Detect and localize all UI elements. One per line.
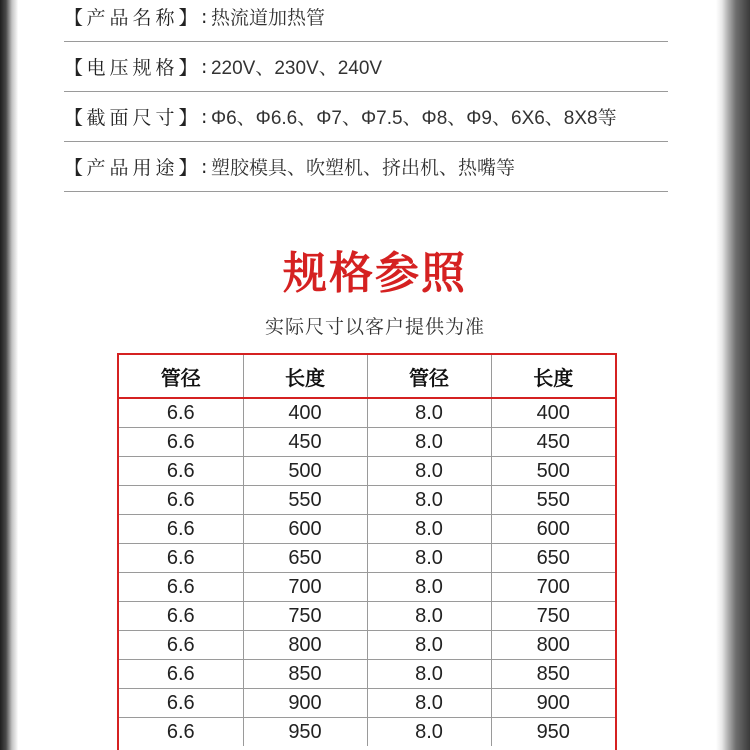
spec-label-text: 截面尺寸 <box>86 107 179 129</box>
table-row <box>119 573 615 602</box>
cell-diameter: 8.0 <box>367 631 491 660</box>
section-title: 规格参照 <box>283 248 467 299</box>
cell-length: 800 <box>491 631 615 660</box>
cell-diameter: 8.0 <box>367 457 491 486</box>
bracket-open: 【 <box>64 157 87 179</box>
table-row <box>119 602 615 631</box>
cell-length: 650 <box>243 544 367 573</box>
cell-length: 700 <box>491 573 615 602</box>
cell-length: 950 <box>243 718 367 747</box>
table-body <box>119 398 615 746</box>
cell-diameter: 6.6 <box>166 401 195 424</box>
table-row <box>119 457 615 486</box>
cell-length: 450 <box>243 428 367 457</box>
cell-length: 550 <box>491 486 615 515</box>
cell-length: 850 <box>491 660 615 689</box>
spec-row-product-name <box>64 0 668 42</box>
left-edge-shadow <box>0 0 18 750</box>
bracket-open: 【 <box>64 107 87 129</box>
cell-diameter: 6.6 <box>119 544 243 573</box>
header-diameter: 管径 <box>367 355 491 398</box>
cell-length: 500 <box>491 457 615 486</box>
spec-label <box>64 103 211 130</box>
bracket-close: 】 <box>178 7 202 29</box>
cell-length: 650 <box>491 544 615 573</box>
bracket-open: 【 <box>64 7 87 29</box>
cell-diameter: 6.6 <box>119 718 243 747</box>
spec-label-text: 产品名称 <box>86 7 179 29</box>
cell-diameter: 8.0 <box>367 573 491 602</box>
colon: : <box>201 55 211 78</box>
table-row <box>119 689 615 718</box>
right-edge-shadow <box>716 0 750 750</box>
spec-value: 热流道加热管 <box>210 8 325 29</box>
cell-length: 850 <box>243 660 367 689</box>
section-subtitle: 实际尺寸以客户提供为准 <box>264 316 485 338</box>
cell-diameter: 6.6 <box>119 457 243 486</box>
cell-diameter: 8.0 <box>367 544 491 573</box>
cell-diameter: 6.6 <box>119 689 243 718</box>
bracket-close: 】 <box>178 57 202 79</box>
header-length: 长度 <box>491 355 615 398</box>
spec-row-voltage <box>64 42 668 92</box>
cell-length: 600 <box>243 515 367 544</box>
cell-diameter: 6.6 <box>119 660 243 689</box>
table-row <box>119 398 615 428</box>
table-row <box>119 631 615 660</box>
spec-table <box>119 355 615 746</box>
cell-length: 400 <box>243 398 367 428</box>
cell-length: 800 <box>243 631 367 660</box>
cell-length: 600 <box>491 515 615 544</box>
table-header-row <box>119 355 615 398</box>
table-row <box>119 486 615 515</box>
spec-value: Φ6、Φ6.6、Φ7、Φ7.5、Φ8、Φ9、6X6、8X8等 <box>210 108 617 129</box>
cell-diameter: 6.6 <box>119 515 243 544</box>
spec-label-text: 电压规格 <box>86 57 179 79</box>
table-row <box>119 544 615 573</box>
spec-label <box>64 3 211 30</box>
cell-diameter: 6.6 <box>119 486 243 515</box>
table-row <box>119 428 615 457</box>
cell-length: 700 <box>243 573 367 602</box>
cell-length: 950 <box>491 718 615 747</box>
header-length: 长度 <box>243 355 367 398</box>
cell-diameter: 8.0 <box>367 428 491 457</box>
spec-row-section-size <box>64 92 668 142</box>
cell-length: 400 <box>491 398 615 428</box>
cell-diameter: 8.0 <box>367 398 491 428</box>
spec-label <box>64 153 211 180</box>
cell-length: 750 <box>491 602 615 631</box>
cell-length: 450 <box>491 428 615 457</box>
cell-diameter: 8.0 <box>367 689 491 718</box>
table-row <box>119 660 615 689</box>
spec-label <box>64 53 211 80</box>
cell-diameter: 6.6 <box>119 602 243 631</box>
table-row <box>119 718 615 747</box>
spec-value: 塑胶模具、吹塑机、挤出机、热嘴等 <box>210 158 515 179</box>
cell-diameter: 8.0 <box>367 515 491 544</box>
cell-diameter: 8.0 <box>367 486 491 515</box>
bracket-close: 】 <box>178 157 202 179</box>
cell-length: 750 <box>243 602 367 631</box>
bracket-close: 】 <box>178 107 202 129</box>
spec-table-frame <box>117 353 617 750</box>
spec-row-usage <box>64 142 668 192</box>
cell-length: 900 <box>243 689 367 718</box>
cell-diameter: 8.0 <box>367 718 491 747</box>
cell-diameter: 6.6 <box>119 573 243 602</box>
cell-diameter: 6.6 <box>119 428 243 457</box>
table-row <box>119 515 615 544</box>
cell-length: 900 <box>491 689 615 718</box>
colon: : <box>201 5 211 28</box>
cell-length: 500 <box>243 457 367 486</box>
cell-length: 550 <box>243 486 367 515</box>
spec-value: 220V、230V、240V <box>210 58 383 79</box>
bracket-open: 【 <box>64 57 87 79</box>
cell-diameter: 8.0 <box>367 602 491 631</box>
cell-diameter: 8.0 <box>367 660 491 689</box>
colon: : <box>201 155 211 178</box>
header-diameter: 管径 <box>119 355 243 398</box>
spec-label-text: 产品用途 <box>86 157 179 179</box>
cell-diameter: 6.6 <box>119 631 243 660</box>
colon: : <box>201 105 211 128</box>
